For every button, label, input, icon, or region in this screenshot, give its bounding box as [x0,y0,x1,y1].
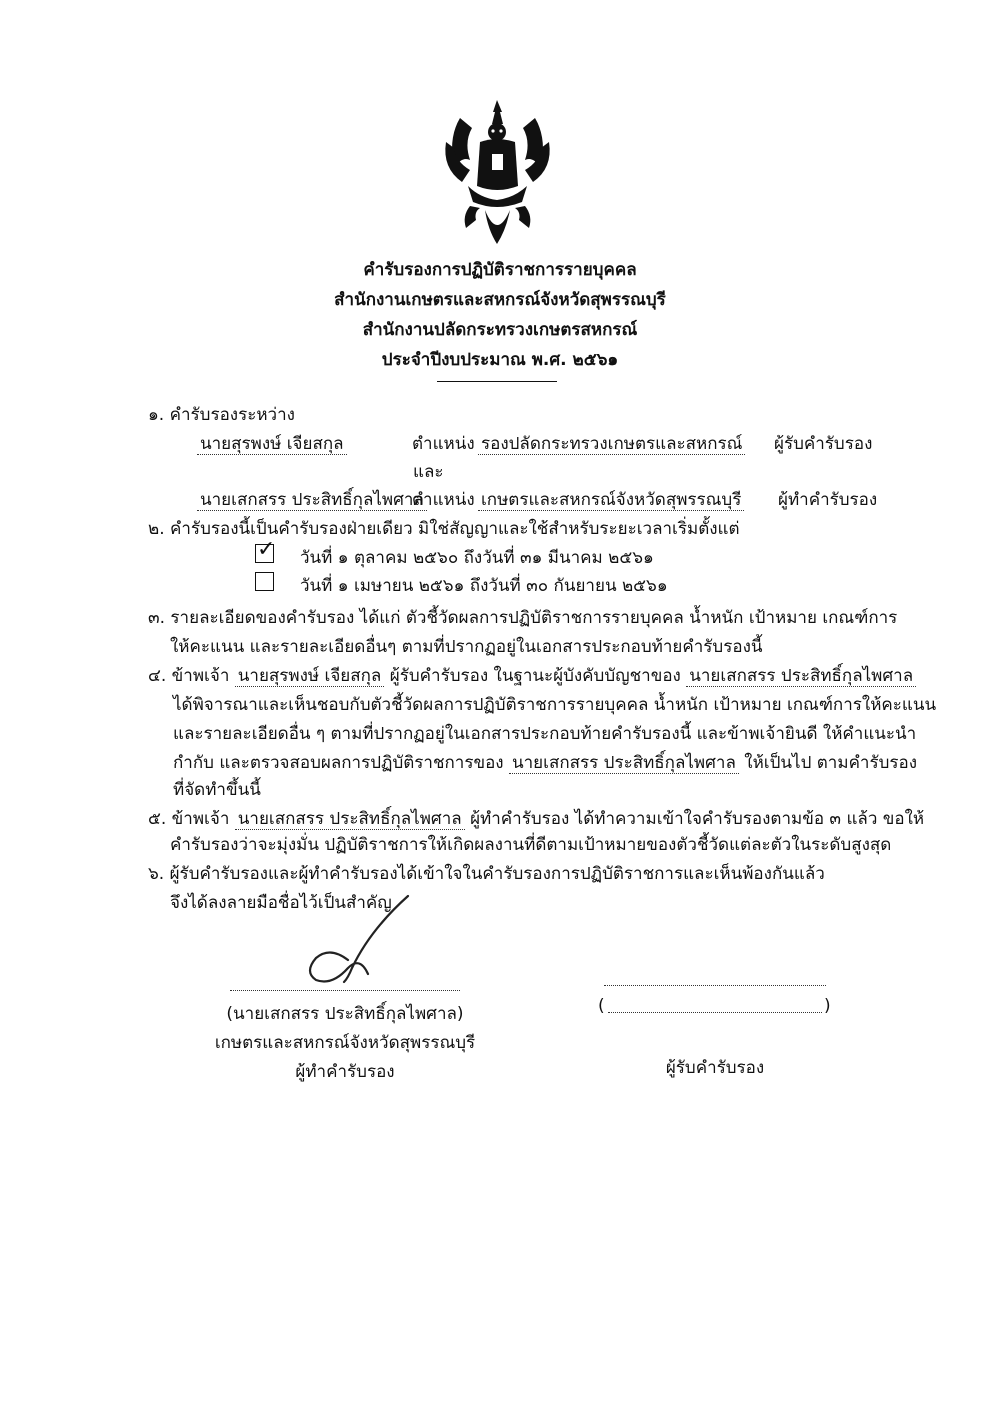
check-mark-icon: ✓ [257,537,276,562]
right-signer-name-close: ) [824,996,831,1016]
section4-name1: นายสุรพงษ์ เจียสกุล [235,666,385,687]
title-line-2: สำนักงานเกษตรและสหกรณ์จังหวัดสุพรรณบุรี [334,290,666,310]
right-signer-name-open: ( [598,996,605,1016]
party2-position-label: ตำแหน่ง [412,490,475,510]
period2-label: วันที่ ๑ เมษายน ๒๕๖๑ ถึงวันที่ ๓๐ กันยายน ๒๕๖๑ [300,576,668,596]
party2-role: ผู้ทำคำรับรอง [778,490,878,510]
period2-checkbox[interactable] [255,572,274,591]
party1-position-text: รองปลัดกระทรวงเกษตรและสหกรณ์ [478,434,745,455]
section4-name2: นายเสกสรร ประสิทธิ์กุลไพศาล [686,666,916,687]
garuda-emblem-icon [440,98,555,246]
section4-line4-suffix: ให้เป็นไป ตามคำรับรอง [744,753,918,773]
and-label: และ [413,462,444,482]
section4-line1 [148,662,916,689]
period1-label: วันที่ ๑ ตุลาคม ๒๕๖๐ ถึงวันที่ ๓๑ มีนาคม ๒๕๖๑ [300,548,654,568]
section3-line2: ให้คะแนน และรายละเอียดอื่นๆ ตามที่ปรากฏอยู่ในเอกสารประกอบท้ายคำรับรองนี้ [170,637,763,657]
party2-name-text: นายเสกสรร ประสิทธิ์กุลไพศาล [197,490,427,511]
title-line-1: คำรับรองการปฏิบัติราชการรายบุคคล [363,260,637,280]
left-signature-line [230,990,460,991]
party1-position-label: ตำแหน่ง [412,434,475,454]
party2-name [197,486,427,513]
party1-name-text: นายสุรพงษ์ เจียสกุล [197,434,347,455]
section5-suffix: ผู้ทำคำรับรอง ได้ทำความเข้าใจคำรับรองตามข้อ ๓ แล้ว ขอให้ [470,809,925,829]
title-line-4: ประจำปีงบประมาณ พ.ศ. ๒๕๖๑ [381,350,619,370]
section4-line4 [173,749,917,776]
section3-line1: ๓. รายละเอียดของคำรับรอง ได้แก่ ตัวชี้วัดผลการปฏิบัติราชการรายบุคคล น้ำหนัก เป้าหมาย เกณฑ์การ [148,608,898,628]
party2-position [478,486,744,513]
section5-line1 [148,805,924,832]
section4-line4-name: นายเสกสรร ประสิทธิ์กุลไพศาล [509,753,739,774]
left-signer-name: (นายเสกสรร ประสิทธิ์กุลไพศาล) [226,1004,464,1024]
section4-mid: ผู้รับคำรับรอง ในฐานะผู้บังคับบัญชาของ [389,666,681,686]
section4-prefix: ๔. ข้าพเจ้า [148,666,230,686]
right-signer-name-blank [608,1012,822,1013]
section4-line3: และรายละเอียดอื่น ๆ ตามที่ปรากฏอยู่ในเอกสารประกอบท้ายคำรับรองนี้ และข้าพเจ้ายินดี ให้คำแนะนำ [173,724,917,744]
party2-position-text: เกษตรและสหกรณ์จังหวัดสุพรรณบุรี [478,490,744,511]
section6-line2: จึงได้ลงลายมือชื่อไว้เป็นสำคัญ [170,893,392,913]
section5-line2: คำรับรองว่าจะมุ่งมั่น ปฏิบัติราชการให้เกิดผลงานที่ดีตามเป้าหมายของตัวชี้วัดแต่ละตัวในระดับสูงสุด [170,835,892,855]
section1-heading: ๑. คำรับรองระหว่าง [148,405,295,425]
section5-name: นายเสกสรร ประสิทธิ์กุลไพศาล [235,809,465,830]
party1-position [478,430,745,457]
party1-role: ผู้รับคำรับรอง [774,434,873,454]
right-signer-role: ผู้รับคำรับรอง [665,1058,765,1078]
title-divider [437,381,557,382]
section4-line4-prefix: กำกับ และตรวจสอบผลการปฏิบัติราชการของ [173,753,504,773]
party1-name [197,430,347,457]
section4-line2: ได้พิจารณาและเห็นชอบกับตัวชี้วัดผลการปฏิบัติราชการรายบุคคล น้ำหนัก เป้าหมาย เกณฑ์การให้คะแนน [173,695,937,715]
section4-line5: ที่จัดทำขึ้นนี้ [173,780,261,800]
left-signer-position: เกษตรและสหกรณ์จังหวัดสุพรรณบุรี [214,1033,476,1053]
left-signer-role: ผู้ทำคำรับรอง [295,1062,395,1082]
section6-line1: ๖. ผู้รับคำรับรองและผู้ทำคำรับรองได้เข้าใจในคำรับรองการปฏิบัติราชการและเห็นพ้องกันแล้ว [148,864,825,884]
section5-prefix: ๕. ข้าพเจ้า [148,809,230,829]
handwritten-signature [290,890,420,990]
right-signature-line [604,985,826,986]
title-line-3: สำนักงานปลัดกระทรวงเกษตรสหกรณ์ [362,320,638,340]
section2-text: ๒. คำรับรองนี้เป็นคำรับรองฝ่ายเดียว มิใช่สัญญาและใช้สำหรับระยะเวลาเริ่มตั้งแต่ [148,519,740,539]
period1-checkbox[interactable] [255,537,276,563]
